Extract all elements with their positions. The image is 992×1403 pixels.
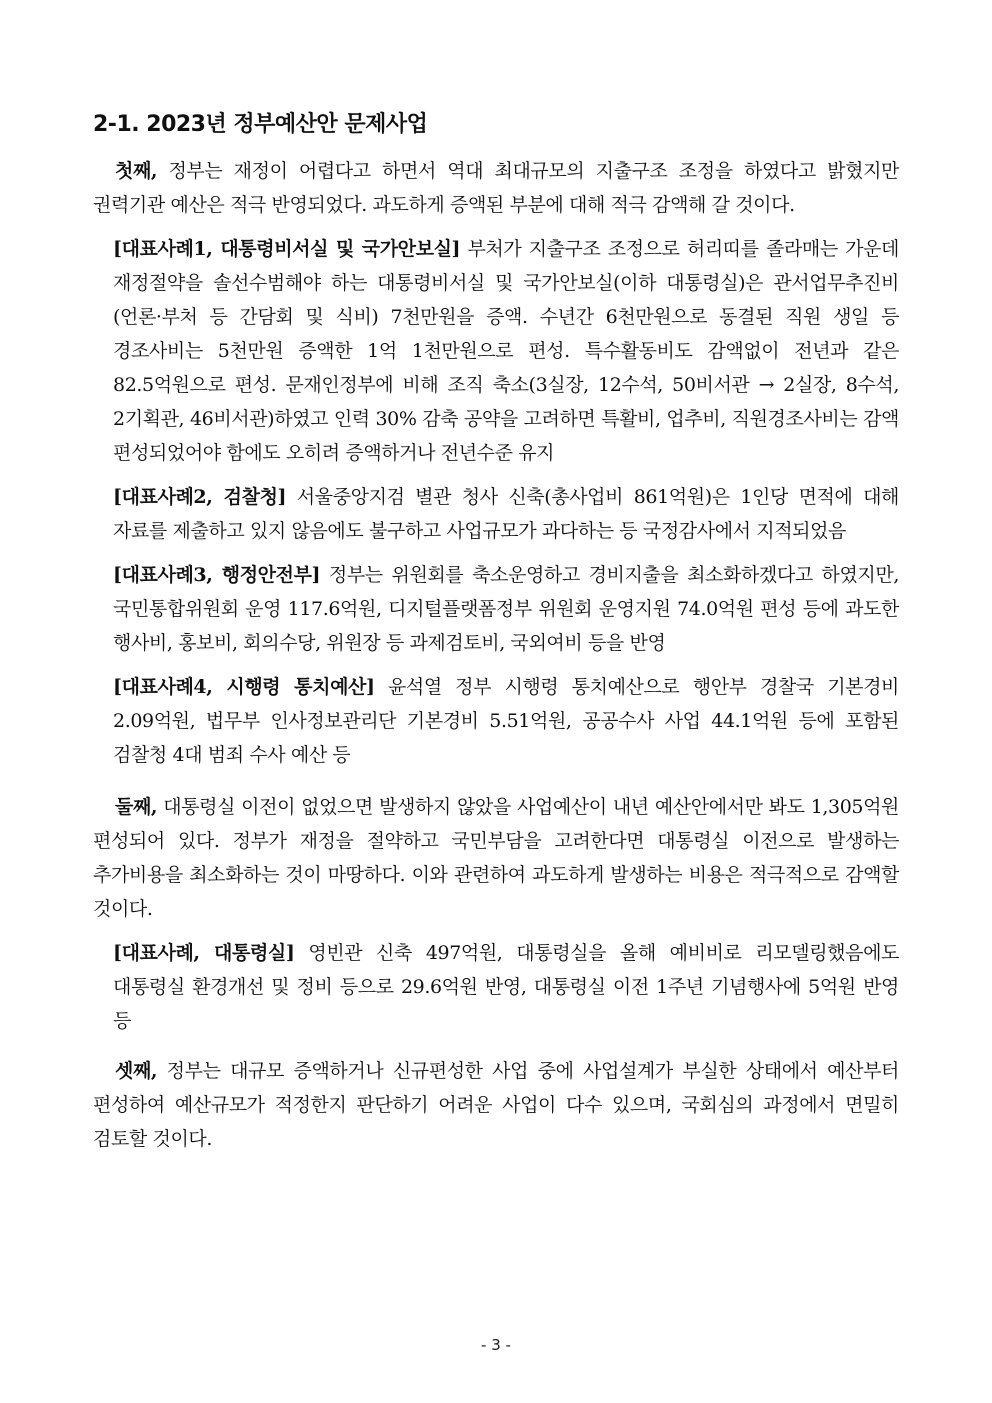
case-1-label: [대표사례1, 대통령비서실 및 국가안보실] <box>113 238 461 260</box>
first-text: 정부는 재정이 어렵다고 하면서 역대 최대규모의 지출구조 조정을 하였다고 밝혔지만 권력기관 예산은 적극 반영되었다. 과도하게 증액된 부분에 대해 적극 감액해 갈 것이다. <box>93 160 899 216</box>
page-number: - 3 - <box>481 1336 511 1354</box>
case-presidential-office <box>113 936 899 1038</box>
third-lead: 셋째, <box>115 1060 158 1082</box>
case-1-text: 부처가 지출구조 조정으로 허리띠를 졸라매는 가운데 재정절약을 솔선수범해야 하는 대통령비서실 및 국가안보실(이하 대통령실)은 관서업무추진비(언론·부처 등 간담회 및 식비) 7천만원을 증액. 수년간 6천만원으로 동결된 직원 생일 등 경조사비는 5천만원 증액한 1억 1천만원으로 편성. 특수활동비도 감액없이 전년과 같은 82.5억원으로 편성. 문재인정부에 비해 조직 축소(3실장, 12수석, 50비서관 → 2실장, 8수석, 2기획관, 46비서관)하였고 인력 30% 감축 공약을 고려하면 특활비, 업추비, 직원경조사비는 감액 편성되었어야 함에도 오히려 증액하거나 전년수준 유지 <box>113 238 899 464</box>
case-2-text: 서울중앙지검 별관 청사 신축(총사업비 861억원)은 1인당 면적에 대해 자료를 제출하고 있지 않음에도 불구하고 사업규모가 과다하는 등 국정감사에서 지적되었음 <box>113 486 900 542</box>
case-1 <box>113 232 899 470</box>
case-presidential-office-text: 영빈관 신축 497억원, 대통령실을 올해 예비비로 리모델링했음에도 대통령실 환경개선 및 정비 등으로 29.6억원 반영, 대통령실 이전 1주년 기념행사에 5억원 반영 등 <box>113 942 899 1032</box>
case-4 <box>113 670 899 772</box>
first-lead: 첫째, <box>115 160 158 182</box>
document-page <box>93 110 899 1156</box>
case-3-label: [대표사례3, 행정안전부] <box>113 564 321 586</box>
second-lead: 둘째, <box>115 796 158 818</box>
case-3 <box>113 558 899 660</box>
second-text: 대통령실 이전이 없었으면 발생하지 않았을 사업예산이 내년 예산안에서만 봐도 1,305억원 편성되어 있다. 정부가 재정을 절약하고 국민부담을 고려한다면 대통령실 이전으로 발생하는 추가비용을 최소화하는 것이 마땅하다. 이와 관련하여 과도하게 발생하는 비용은 적극적으로 감액할 것이다. <box>93 796 899 920</box>
paragraph-second <box>93 790 899 926</box>
case-2 <box>113 480 899 548</box>
case-4-label: [대표사례4, 시행령 통치예산] <box>113 676 375 698</box>
case-4-text: 윤석열 정부 시행령 통치예산으로 행안부 경찰국 기본경비 2.09억원, 법무부 인사정보관리단 기본경비 5.51억원, 공공수사 사업 44.1억원 등에 포함된 검찰청 4대 범죄 수사 예산 등 <box>113 676 900 766</box>
case-2-label: [대표사례2, 검찰청] <box>113 486 287 508</box>
case-3-text: 정부는 위원회를 축소운영하고 경비지출을 최소화하겠다고 하였지만, 국민통합위원회 운영 117.6억원, 디지털플랫폼정부 위원회 운영지원 74.0억원 편성 등에 과도한 행사비, 홍보비, 회의수당, 위원장 등 과제검토비, 국외여비 등을 반영 <box>113 564 899 654</box>
section-title: 2-1. 2023년 정부예산안 문제사업 <box>93 112 428 137</box>
paragraph-third <box>93 1054 899 1156</box>
paragraph-first <box>93 154 899 222</box>
case-presidential-office-label: [대표사례, 대통령실] <box>113 942 295 964</box>
third-text: 정부는 대규모 증액하거나 신규편성한 사업 중에 사업설계가 부실한 상태에서 예산부터 편성하여 예산규모가 적정한지 판단하기 어려운 사업이 다수 있으며, 국회심의 과정에서 면밀히 검토할 것이다. <box>93 1060 899 1150</box>
